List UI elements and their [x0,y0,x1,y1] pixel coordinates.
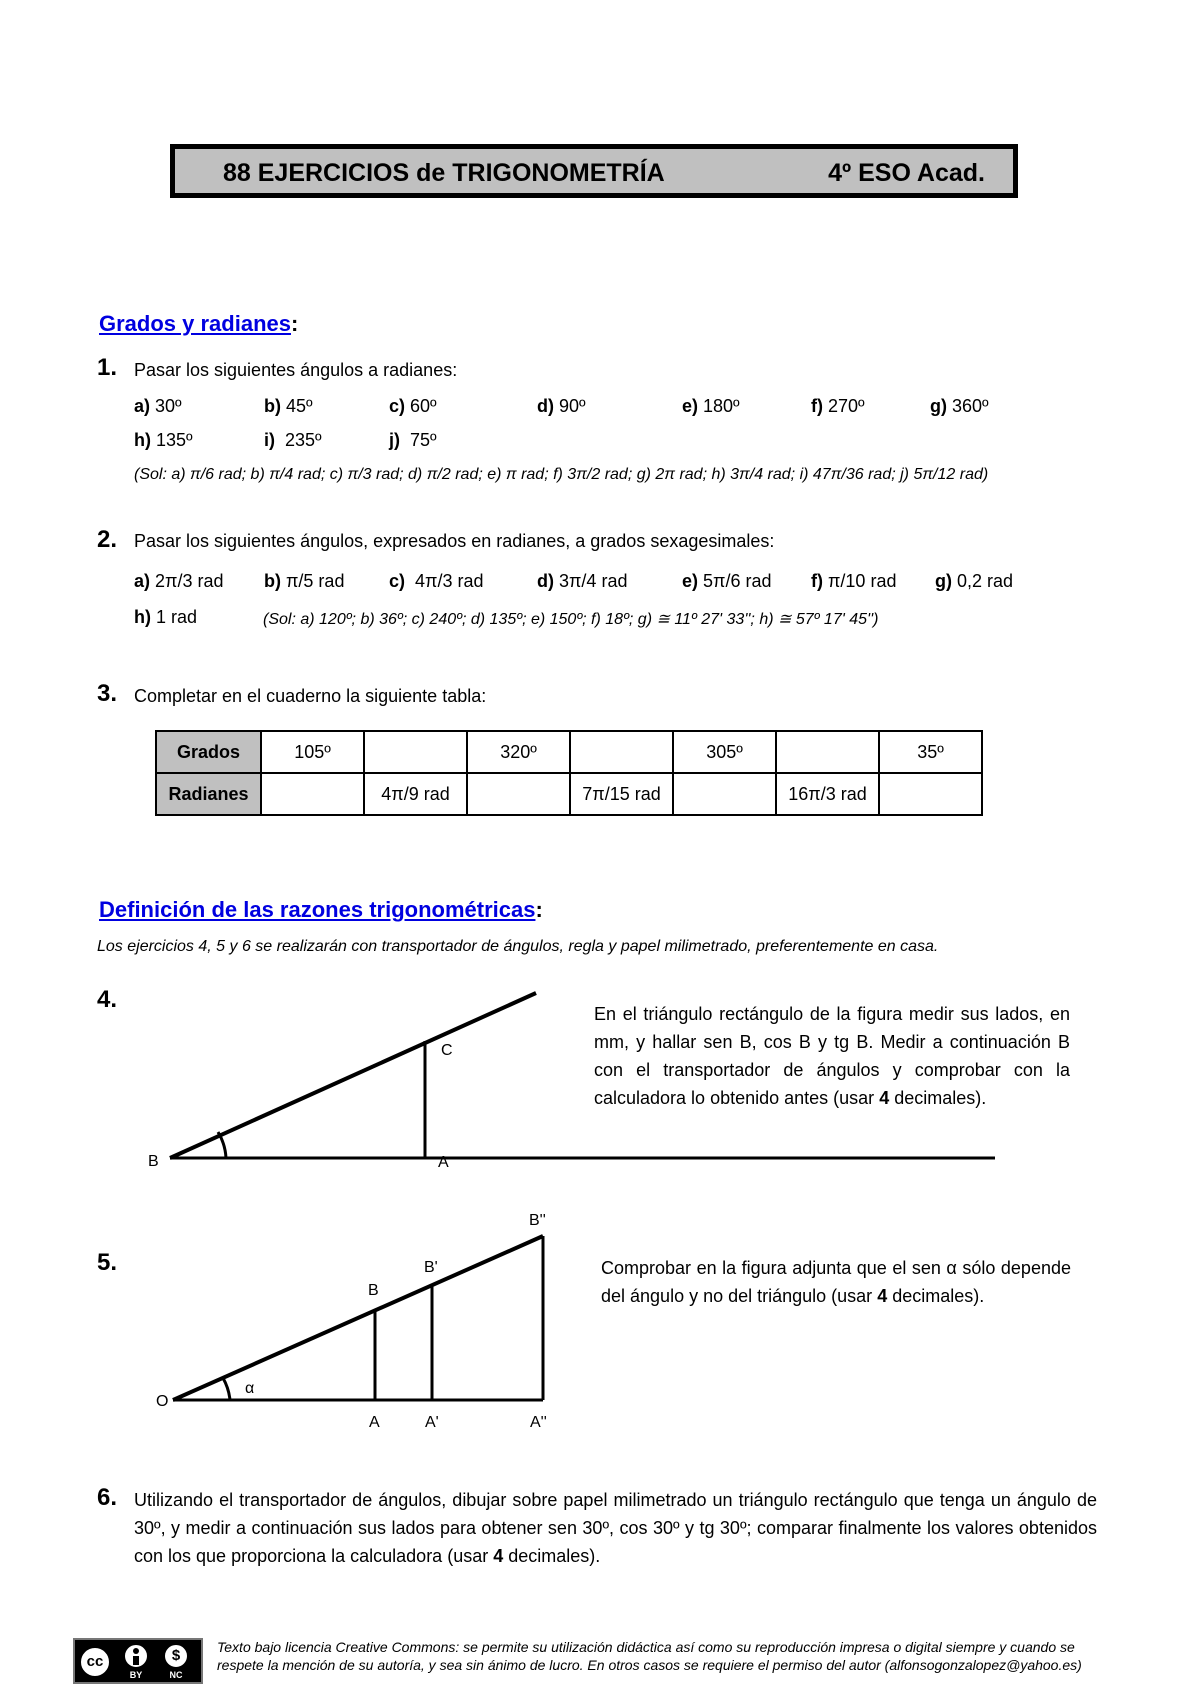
ex2-option-d: d) 3π/4 rad [537,571,628,591]
vertex-a-label: A [438,1154,449,1170]
ex2-solution: (Sol: a) 120º; b) 36º; c) 240º; d) 135º; e) 150º; f) 18º; g) ≅ 11º 27' 33''; h) ≅ 57º 17' 45'') [263,611,879,628]
section-title: Grados y radianes [99,311,291,336]
ex1-option-h: h) 135º [134,430,193,450]
course-level: 4º ESO Acad. [828,159,985,187]
conversion-table [155,730,983,816]
ex2-option-a: a) 2π/3 rad [134,571,224,591]
table-cell [879,773,982,815]
vertex-b-label: B [368,1282,379,1299]
ex1-option-g: g) 360º [930,396,989,416]
vertex-b-label: B [148,1153,159,1170]
vertex-a2-label: A'' [530,1414,547,1430]
ex1-option-a: a) 30º [134,396,182,416]
exercise-3-text: Completar en el cuaderno la siguiente tabla: [134,686,487,706]
ex2-option-g: g) 0,2 rad [935,571,1014,591]
noncommercial-icon: $ [163,1643,189,1669]
ex2-option-c: c) 4π/3 rad [389,571,484,591]
ex1-option-j: j) 75º [389,430,437,450]
ex2-option-b: b) π/5 rad [264,571,345,591]
badge-nc-label: NC [169,1670,183,1680]
cc-license-badge [73,1638,203,1684]
section-colon: : [535,897,543,922]
exercise-6-number: 6. [97,1484,118,1511]
attribution-icon-body [133,1656,139,1665]
document-title: 88 EJERCICIOS de TRIGONOMETRÍA [223,159,665,187]
hypotenuse-line [170,993,536,1158]
table-row [156,731,982,773]
attribution-icon [123,1643,149,1669]
exercise-5-text: Comprobar en la figura adjunta que el sen α sólo depende del ángulo y no del triángulo (usar 4 decimales). [601,1258,1071,1306]
exercise-2-number: 2. [97,526,118,553]
vertex-o-label: O [156,1393,169,1410]
ex1-option-d: d) 90º [537,396,586,416]
table-cell: 35º [879,731,982,773]
ex1-option-e: e) 180º [682,396,740,416]
vertex-b2-label: B'' [529,1212,546,1229]
exercise-5-number: 5. [97,1249,118,1276]
table-cell [364,731,467,773]
section-razones-trigonometricas [99,897,543,923]
table-cell: 16π/3 rad [776,773,879,815]
table-cell [467,773,570,815]
hypotenuse-line [173,1236,543,1400]
vertex-c-label: C [441,1042,453,1059]
vertex-a-label: A [369,1414,380,1430]
table-cell: 305º [673,731,776,773]
table-cell: 4π/9 rad [364,773,467,815]
table-cell: 105º [261,731,364,773]
ex2-option-f: f) π/10 rad [811,571,897,591]
title-box [171,145,1017,197]
license-text: Texto bajo licencia Creative Commons: se permite su utilización didáctica así como su reproducción impresa o digital siempre y cuando se respete la mención de su autoría, y sea sin ánimo de lucro. En otros casos se requiere el permiso del autor (alfonsogonzalopez@yahoo.es) [217,1639,1082,1673]
table-header-radianes: Radianes [156,773,261,815]
exercise-6-text: Utilizando el transportador de ángulos, dibujar sobre papel milimetrado un triángulo rectángulo que tenga un ángulo de 30º, y medir a continuación sus lados para obtener sen 30º, cos 30º y tg 30º; comparar finalmente los valores obtenidos con los que proporciona la calculadora (usar 4 decimales). [134,1490,1097,1566]
exercise-3-number: 3. [97,680,118,707]
exercise-1-number: 1. [97,354,118,381]
cc-logo-icon: cc [79,1646,111,1678]
ex1-solution: (Sol: a) π/6 rad; b) π/4 rad; c) π/3 rad; d) π/2 rad; e) π rad; f) 3π/2 rad; g) 2π rad; h) 3π/4 rad; i) 47π/36 rad; j) 5π/12 rad) [134,466,989,483]
exercise-4-text: En el triángulo rectángulo de la figura medir sus lados, en mm, y hallar sen B, cos B y tg B. Medir a continuación B con el transportador de ángulos y comprobar con la calculadora lo obtenido antes (usar 4 decimales). [594,1004,1070,1108]
section-grados-radianes [99,311,298,337]
section-note: Los ejercicios 4, 5 y 6 se realizarán con transportador de ángulos, regla y papel milimetrado, preferentemente en casa. [97,938,939,955]
table-header-grados: Grados [156,731,261,773]
table-cell [673,773,776,815]
ex1-option-f: f) 270º [811,396,865,416]
table-cell [570,731,673,773]
ex2-option-h: h) 1 rad [134,607,198,627]
ex1-option-c: c) 60º [389,396,437,416]
table-cell: 7π/15 rad [570,773,673,815]
attribution-icon-head [133,1648,139,1654]
table-cell [776,731,879,773]
table-cell [261,773,364,815]
exercise-4-number: 4. [97,986,118,1013]
exercise-5-figure [150,1205,570,1430]
ex1-option-i: i) 235º [264,430,322,450]
angle-arc [223,1378,230,1400]
badge-by-label: BY [129,1670,143,1680]
exercise-1-text: Pasar los siguientes ángulos a radianes: [134,360,458,380]
table-cell: 320º [467,731,570,773]
ex1-option-b: b) 45º [264,396,313,416]
exercise-2-text: Pasar los siguientes ángulos, expresados en radianes, a grados sexagesimales: [134,531,775,551]
vertex-b1-label: B' [424,1259,438,1276]
section-title: Definición de las razones trigonométricas [99,897,536,922]
ex2-option-e: e) 5π/6 rad [682,571,772,591]
vertex-a1-label: A' [425,1414,439,1430]
table-row [156,773,982,815]
section-colon: : [290,311,299,336]
alpha-label: α [245,1380,255,1397]
